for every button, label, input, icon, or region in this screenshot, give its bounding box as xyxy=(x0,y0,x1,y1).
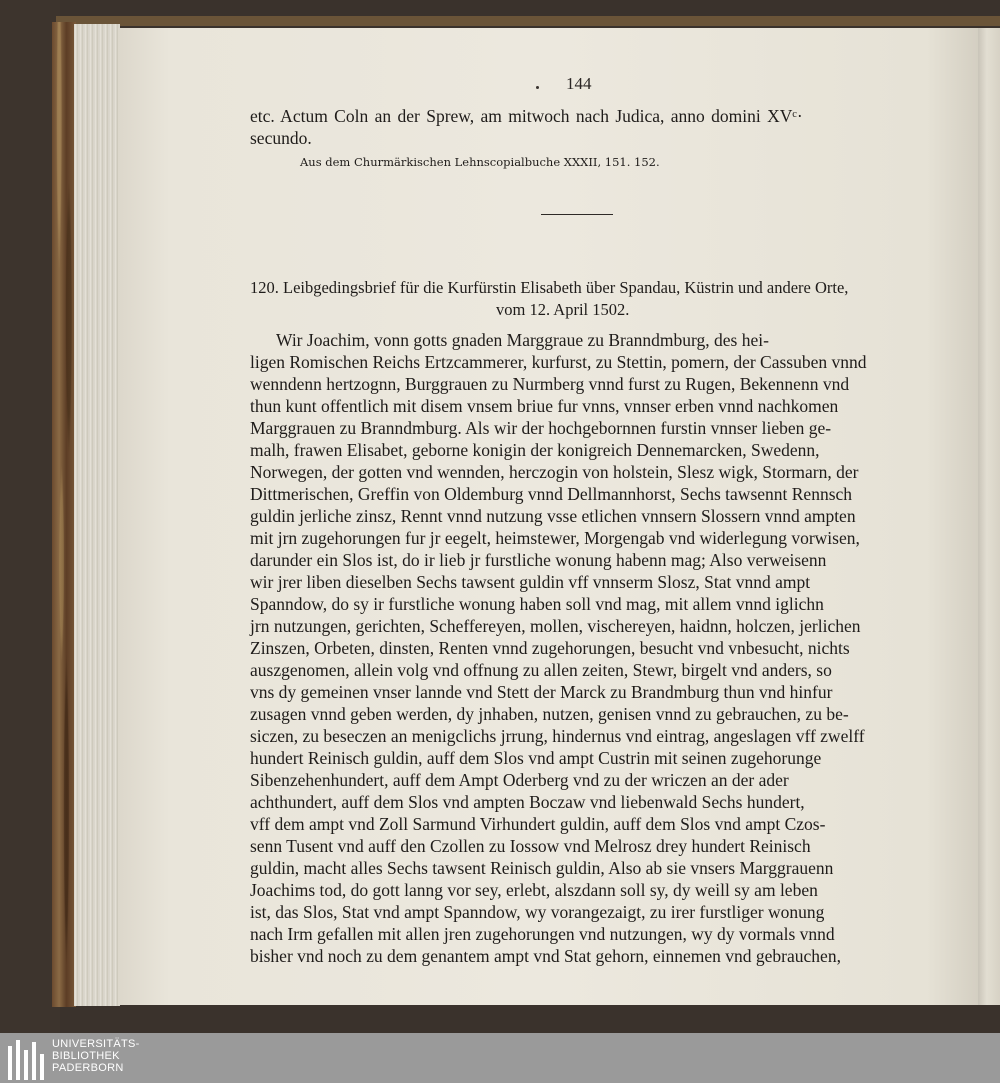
document-heading: 120. Leibgedingsbrief für die Kurfürstin Elisabeth über Spandau, Küstrin und andere Orte, xyxy=(250,278,849,297)
text-line: hundert Reinisch guldin, auff dem Slos vnd ampt Custrin mit seinen zugehorunge xyxy=(250,748,822,768)
page-stack xyxy=(74,24,120,1006)
text-line: Joachims tod, do gott lanng vor sey, erlebt, alszdann soll sy, dy weill sy am leben xyxy=(250,880,818,900)
text-line: guldin jerliche zinsz, Rennt vnnd nutzung vsse etlichen vnnsern Slossern vnnd ampten xyxy=(250,506,856,526)
library-footer xyxy=(0,1033,1000,1083)
text-line: jrn nutzungen, gerichten, Scheffereyen, mollen, vischereyen, haidnn, holczen, jerlichen xyxy=(250,616,861,636)
text-line: malh, frawen Elisabet, geborne konigin der konigreich Dennemarcken, Swedenn, xyxy=(250,440,820,460)
book-top-edge xyxy=(56,16,1000,26)
text-line: ligen Romischen Reichs Ertzcammerer, kurfurst, zu Stettin, pomern, der Cassuben vnnd xyxy=(250,352,867,372)
text-line: secundo. xyxy=(250,128,312,148)
text-line: vff dem ampt vnd Zoll Sarmund Virhundert guldin, auff dem Slos vnd ampt Czos- xyxy=(250,814,826,834)
scan-background xyxy=(0,0,60,1033)
page-mark xyxy=(536,86,539,89)
marbled-cover xyxy=(52,22,76,1007)
text-line: zusagen vnnd geben werden, dy jnhaben, nutzen, genisen vnnd zu gebrauchen, zu be- xyxy=(250,704,849,724)
library-logo-icon xyxy=(6,1038,46,1080)
text-line: ist, das Slos, Stat vnd ampt Spanndow, wy vorangezaigt, zu irer furstliger wonung xyxy=(250,902,825,922)
text-line: bisher vnd noch zu dem genantem ampt vnd Stat gehorn, einnemen vnd gebrauchen, xyxy=(250,946,841,966)
text-line: auszgenomen, allein volg vnd offnung zu allen zeiten, Stewr, birgelt vnd anders, so xyxy=(250,660,832,680)
text-line: nach Irm gefallen mit allen jren zugehorungen vnd nutzungen, wy dy vormals vnnd xyxy=(250,924,835,944)
text-line: Sibenzehenhundert, auff dem Ampt Oderberg vnd zu der wriczen an der ader xyxy=(250,770,789,790)
text-line: Spanndow, do sy ir furstliche wonung haben soll vnd mag, mit allem vnnd iglichn xyxy=(250,594,824,614)
text-line: Zinszen, Orbeten, dinsten, Renten vnnd zugehorungen, besucht vnd vnbesucht, nichts xyxy=(250,638,850,658)
text-line: darunder ein Slos ist, do ir lieb jr furstliche wonung habenn mag; Also verweisenn xyxy=(250,550,827,570)
text-line: senn Tusent vnd auff den Czollen zu Iossow vnd Melrosz drey hundert Reinisch xyxy=(250,836,811,856)
page-number: 144 xyxy=(566,74,592,93)
page-right-edge xyxy=(978,28,1000,1005)
library-name-line1: UNIVERSITÄTS- xyxy=(52,1038,140,1050)
text-line: wenndenn hertzognn, Burggrauen zu Nurmberg vnnd furst zu Rugen, Bekennenn vnd xyxy=(250,374,850,394)
source-citation: Aus dem Churmärkischen Lehnscopialbuche XXXII, 151. 152. xyxy=(300,155,660,169)
text-line: thun kunt offentlich mit disem vnsem briue fur vnns, vnnser erben vnnd nachkomen xyxy=(250,396,839,416)
document-date: vom 12. April 1502. xyxy=(496,300,630,319)
text-line: Dittmerischen, Greffin von Oldemburg vnnd Dellmannhorst, Sechs tawsennt Rennsch xyxy=(250,484,853,504)
text-line: Norwegen, der gotten vnd wennden, herczogin von holstein, Slesz wigk, Stormarn, der xyxy=(250,462,859,482)
text-line: wir jrer liben dieselben Sechs tawsent guldin vff vnnserm Slosz, Stat vnnd ampt xyxy=(250,572,811,592)
text-line: guldin, macht alles Sechs tawsent Reinisch guldin, Also ab sie vnsers Marggrauenn xyxy=(250,858,834,878)
text-line: Marggrauen zu Branndmburg. Als wir der hochgebornnen furstin vnnser lieben ge- xyxy=(250,418,832,438)
text-line: achthundert, auff dem Slos vnd ampten Boczaw vnd liebenwald Sechs hundert, xyxy=(250,792,805,812)
library-name-line2: BIBLIOTHEK xyxy=(52,1050,120,1062)
text-line: etc. Actum Coln an der Sprew, am mitwoch nach Judica, anno domini XVᶜ· xyxy=(250,106,803,126)
text-line: siczen, zu beseczen an menigclichs jrrung, hindernus vnd eintrag, angeslagen vff zwelff xyxy=(250,726,865,746)
library-name-line3: PADERBORN xyxy=(52,1062,124,1074)
text-line: vns dy gemeinen vnser lannde vnd Stett der Marck zu Brandmburg thun vnd hinfur xyxy=(250,682,833,702)
text-line: Wir Joachim, vonn gotts gnaden Marggraue zu Branndmburg, des hei- xyxy=(276,330,769,350)
section-divider xyxy=(541,214,613,215)
text-line: mit jrn zugehorungen fur jr eegelt, heimstewer, Morgengab vnd widerlegung vorwisen, xyxy=(250,528,860,548)
